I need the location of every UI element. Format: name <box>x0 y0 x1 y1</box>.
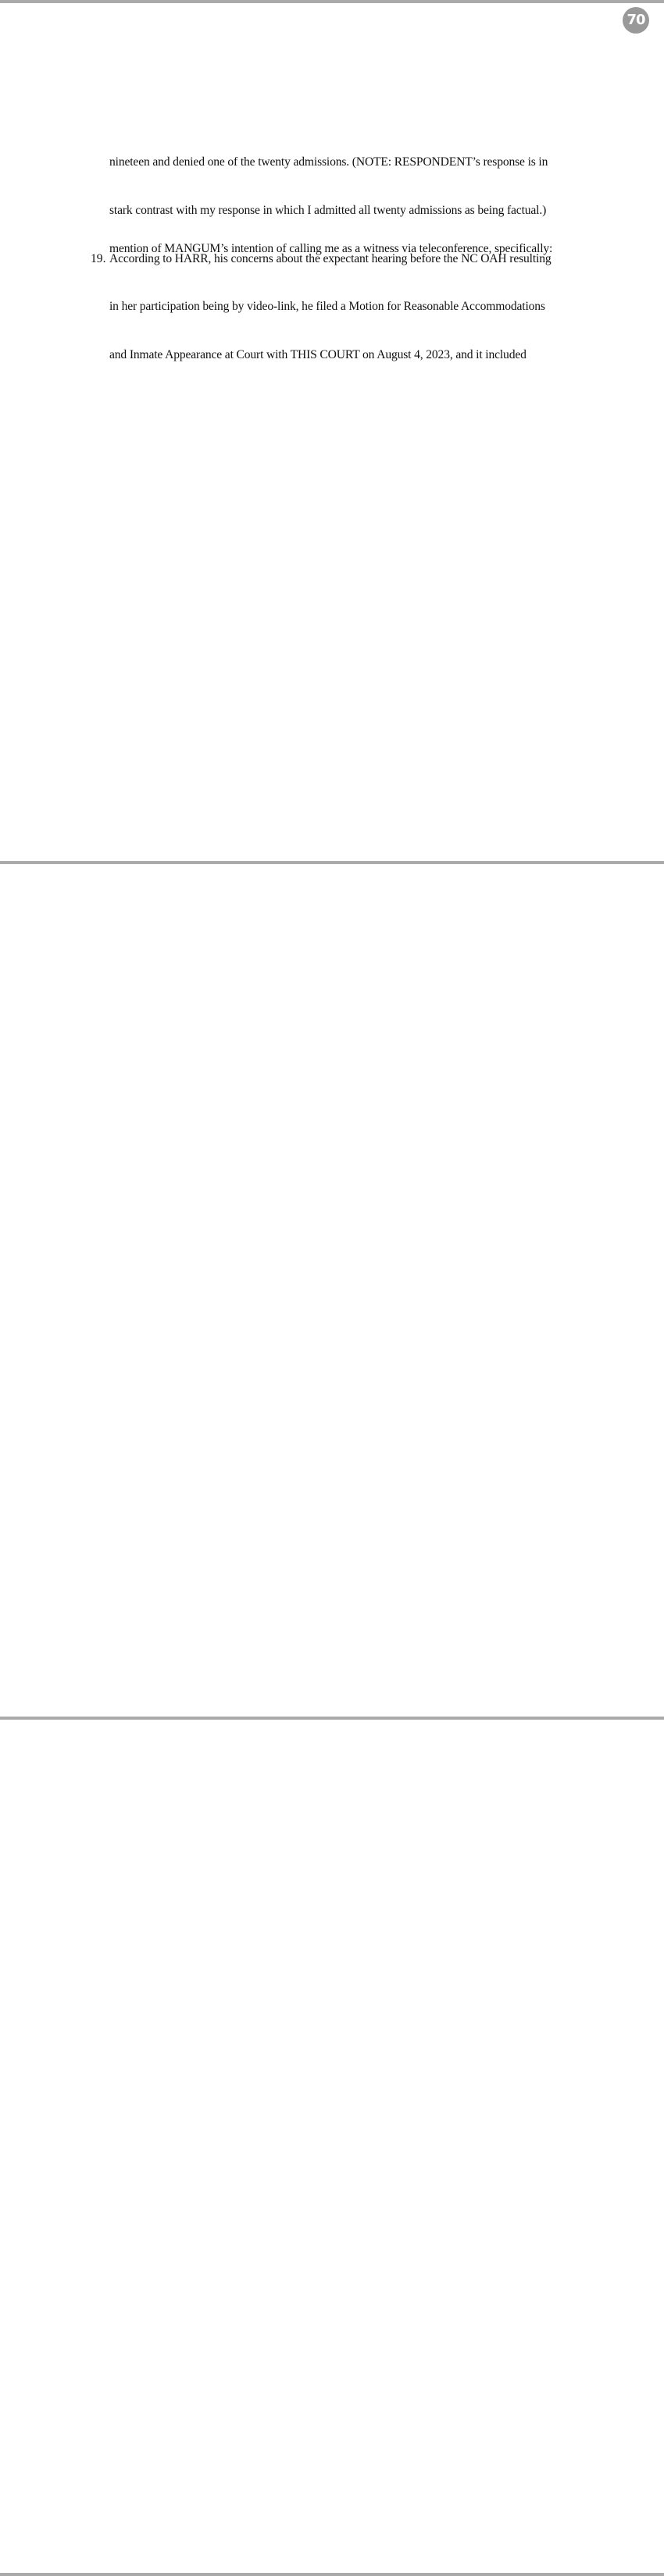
page-number-badge: 70 <box>623 7 649 34</box>
text-line: and Inmate Appearance at Court with THIS COURT on August 4, 2023, and it included <box>109 348 527 361</box>
text-line: According to HARR, his concerns about the expectant hearing before the NC OAH resulting <box>109 252 552 265</box>
text-line: mention of MANGUM’s intention of calling me as a witness via teleconference, specifically: <box>109 242 553 255</box>
text-line: in her participation being by video-link, he filed a Motion for Reasonable Accommodations <box>109 300 545 313</box>
text-line: stark contrast with my response in which I admitted all twenty admissions as being factual.) <box>109 204 547 217</box>
page-separator-top <box>0 0 664 3</box>
page-separator <box>0 1717 664 1720</box>
page-separator-bottom <box>0 2573 664 2576</box>
text-line: nineteen and denied one of the twenty admissions. (NOTE: RESPONDENT’s response is in <box>109 155 548 169</box>
item-number: 19. <box>91 252 106 265</box>
page-separator <box>0 861 664 864</box>
